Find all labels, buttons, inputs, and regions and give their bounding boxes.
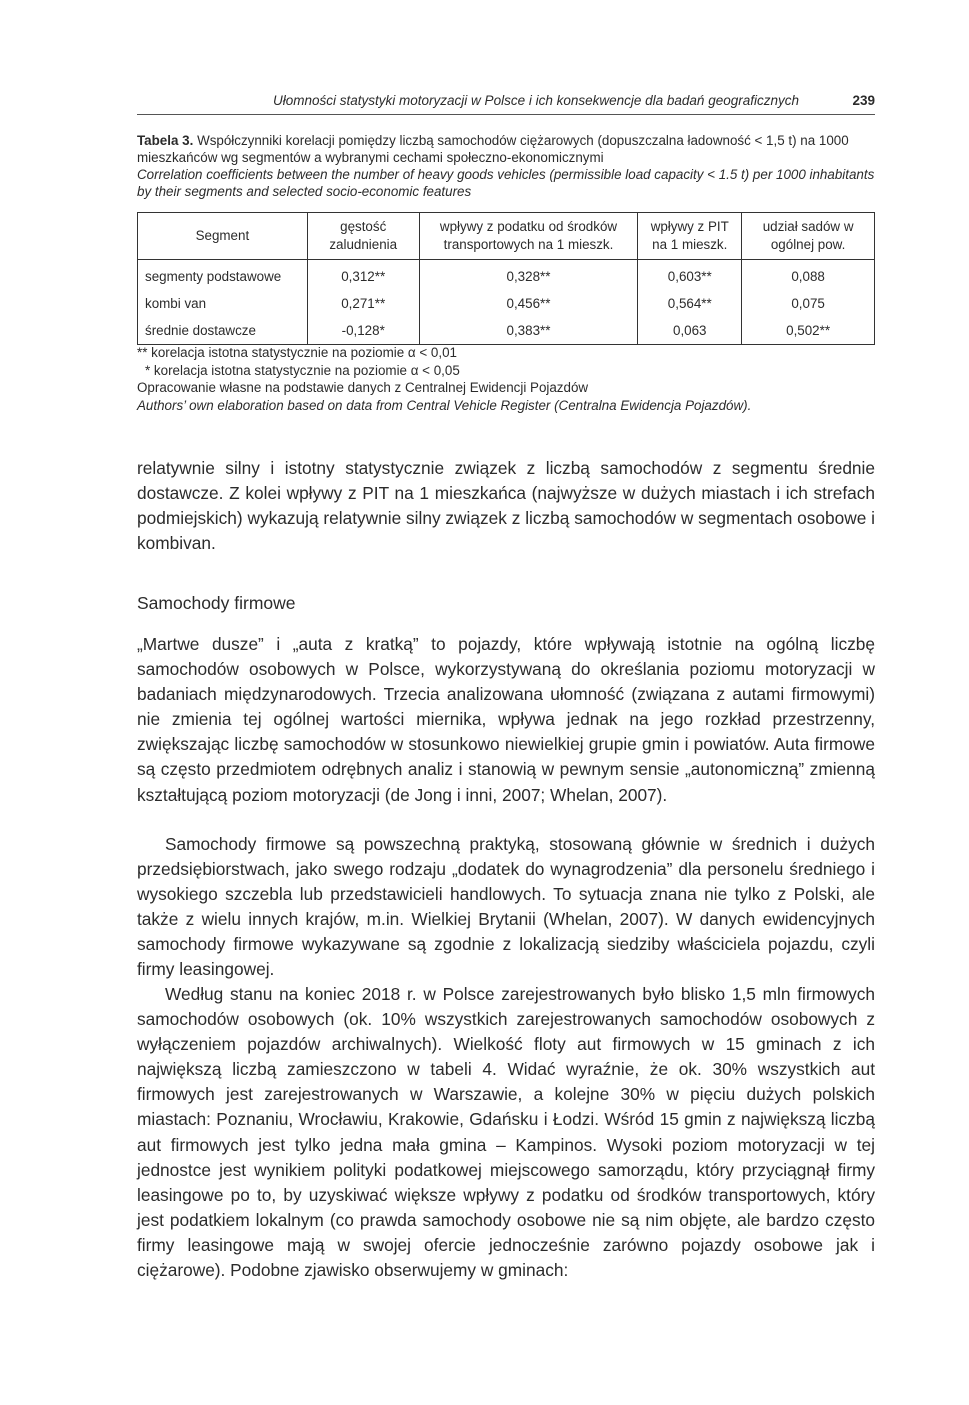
table-row [138,317,875,345]
table-row [138,290,875,317]
caption-polish-text: Współczynniki korelacji pomiędzy liczbą samochodów ciężarowych (dopuszczalna ładowność < 1,5 t) na 1000 mieszkańców wg segmentów a wybranymi cechami społeczno-ekonomicznymi [137,133,849,165]
caption-english: Correlation coefficients between the number of heavy goods vehicles (permissible load capacity < 1.5 t) per 1000 inhabitants by their segments and selected socio-economic features [137,167,875,199]
page-number: 239 [852,93,875,108]
table-caption [137,132,875,200]
caption-label: Tabela 3. [137,133,194,148]
table-notes [137,344,875,415]
source-note-polish: Opracowanie własne na podstawie danych z Centralnej Ewidencji Pojazdów [137,380,589,396]
cell-value: 0,502** [742,317,875,345]
cell-segment: średnie dostawcze [138,317,308,345]
paragraph-2: „Martwe dusze” i „auta z kratką” to pojazdy, które wpływają istotnie na ogólną liczbę samochodów osobowych w Polsce, wykorzystywaną do określania poziomu motoryzacji w badaniach międzynarodowych. Trzecia analizowana ułomność (związana z autami firmowymi) nie zmienia tej ogólnej wartości miernika, wpływa jednak na jego rozkład przestrzenny, zwiększając liczbę samochodów w stosunkowo niewielkiej grupie gmin i powiatów. Auta firmowe są często przedmiotem odrębnych analiz i stanowią w pewnym sensie „autonomiczną” zmienną kształtującą poziom motoryzacji (de Jong i inni, 2007; Whelan, 2007). [137,634,875,805]
cell-value: 0,075 [742,290,875,317]
section-heading: Samochody firmowe [137,593,296,613]
cell-value: 0,271** [307,290,419,317]
header-density: gęstość zaludnienia [307,213,419,260]
cell-value: 0,383** [419,317,638,345]
cell-segment: kombi van [138,290,308,317]
table-header-row [138,213,875,260]
header-transport-tax: wpływy z podatku od środków transportowych na 1 mieszk. [419,213,638,260]
cell-value: 0,603** [638,260,742,291]
table-row [138,260,875,291]
running-head [137,92,875,115]
cell-value: 0,328** [419,260,638,291]
paragraph-1: relatywnie silny i istotny statystycznie związek z liczbą samochodów z segmentu średnie dostawcze. Z kolei wpływy z PIT na 1 mieszkańca (najwyższe w dużych miastach i ich strefach podmiejskich) wykazują relatywnie silny związek z liczbą samochodów w segmentach osobowe i kombivan. [137,458,875,554]
cell-value: 0,564** [638,290,742,317]
caption-polish [137,132,875,166]
running-head-title: Ułomności statystyki motoryzacji w Polsce i ich konsekwencje dla badań geograficznych [273,93,799,108]
header-segment: Segment [138,213,308,260]
cell-value: 0,088 [742,260,875,291]
cell-value: 0,456** [419,290,638,317]
source-note-english: Authors’ own elaboration based on data from Central Vehicle Register (Centralna Ewidencja Pojazdów). [137,398,752,414]
header-orchards: udział sadów w ogólnej pow. [742,213,875,260]
cell-value: 0,312** [307,260,419,291]
cell-value: 0,063 [638,317,742,345]
cell-segment: segmenty podstawowe [138,260,308,291]
cell-value: -0,128* [307,317,419,345]
note-significance-005: * korelacja istotna statystycznie na poziomie α < 0,05 [145,362,460,378]
note-significance-001: ** korelacja istotna statystycznie na poziomie α < 0,01 [137,345,457,360]
paragraph-3: Samochody firmowe są powszechną praktyką, stosowaną głównie w średnich i dużych przedsiębiorstwach, jako swego rodzaju „dodatek do wynagrodzenia” dla personelu średniego i wysokiego szczebla lub przedstawicieli handlowych. To sytuacja znana nie tylko z Polski, ale także z wielu innych krajów, m.in. Wielkiej Brytanii (Whelan, 2007). W danych ewidencyjnych samochody firmowe wykazywane są zgodnie z lokalizacją siedziby właściciela pojazdu, czyli firmy leasingowej. [137,834,875,980]
correlation-table [137,212,875,345]
header-pit: wpływy z PIT na 1 mieszk. [638,213,742,260]
paragraph-4: Według stanu na koniec 2018 r. w Polsce zarejestrowanych było blisko 1,5 mln firmowych samochodów osobowych (ok. 10% wszystkich zarejestrowanych samochodów osobowych z wyłączeniem pojazdów archiwalnych). Wielkość floty aut firmowych w 15 gminach z ich największą liczbą zamieszczono w tabeli 4. Widać wyraźnie, że ok. 30% wszystkich aut firmowych jest zarejestrowanych w Warszawie, a kolejne 30% w pięciu dużych polskich miastach: Poznaniu, Wrocławiu, Krakowie, Gdańsku i Łodzi. Wśród 15 gmin z największą liczbą aut firmowych jest tylko jedna mała gmina – Kampinos. Wysoki poziom motoryzacji w tej jednostce jest wynikiem polityki podatkowej miejscowego samorządu, który przyciągnął firmy leasingowe po to, by uzyskiwać większe wpływy z podatku od środków transportowych, który jest podatkiem lokalnym (co prawda samochody osobowe nie są nim objęte, ale bardzo często firmy leasingowe mają w swojej ofercie jednocześnie zarówno pojazdy osobowe jak i ciężarowe). Podobne zjawisko obserwujemy w gminach: [137,984,875,1281]
